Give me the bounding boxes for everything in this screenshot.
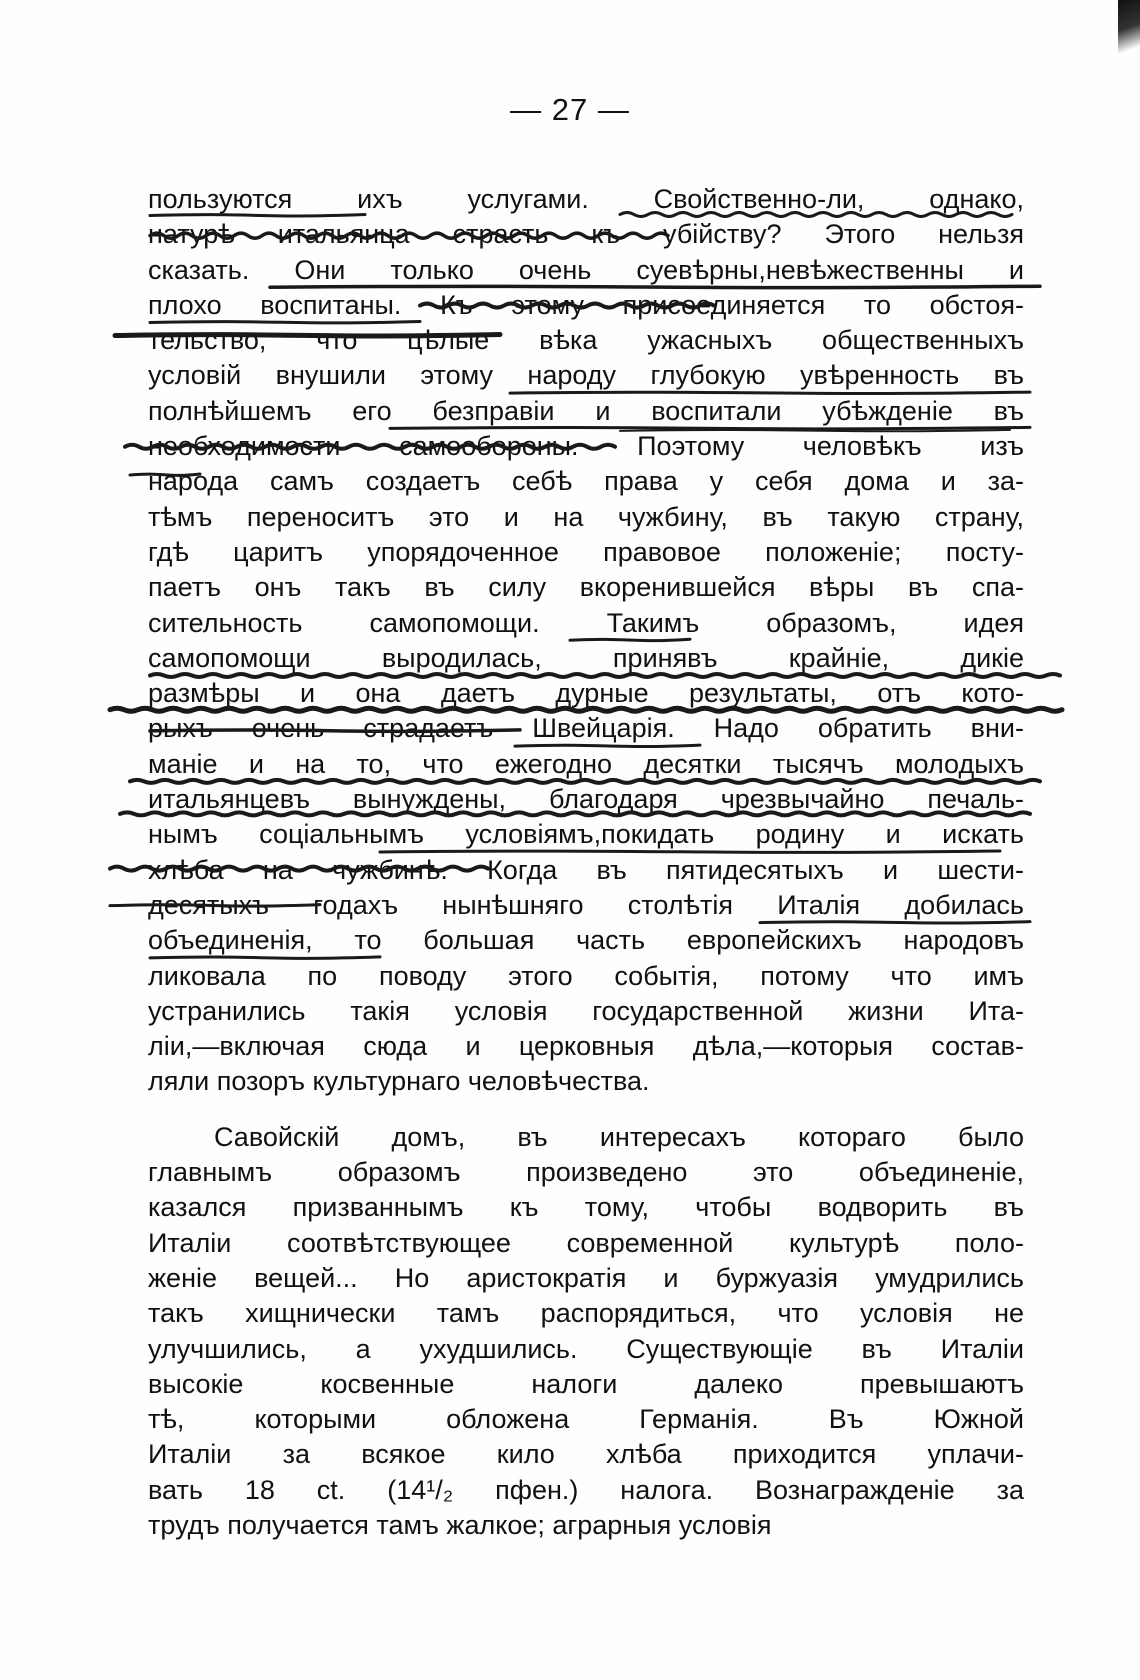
text-line: десятыхъ годахъ нынѣшняго столѣтія Италія добилась <box>148 889 1024 920</box>
text-line: тельство, что цѣлые вѣка ужасныхъ общественныхъ <box>148 325 1024 356</box>
text-line: ликовала по поводу этого событія, потому что имъ <box>148 960 1024 991</box>
text-line: трудъ получается тамъ жалкое; аграрныя условія <box>148 1509 772 1540</box>
text-line: нымъ соціальнымъ условіямъ,покидать родину и искать <box>148 819 1024 850</box>
text-line: маніе и на то, что ежегодно десятки тысячъ молодыхъ <box>148 748 1024 779</box>
text-line: ліи,—включая сюда и церковныя дѣла,—которыя состав- <box>148 1031 1024 1062</box>
text-line: рыхъ очень страдаетъ Швейцарія. Надо обратить вни- <box>148 713 1024 744</box>
text-line: сказать. Они только очень суевѣрны,невѣжественны и <box>148 254 1024 285</box>
text-line: казался призваннымъ къ тому, чтобы водворить въ <box>148 1192 1024 1223</box>
text-line: пользуются ихъ услугами. Свойственно-ли, однако, <box>148 184 1024 214</box>
text-line: вать 18 ct. (14¹/₂ пфен.) налога. Вознагражденіе за <box>148 1474 1024 1505</box>
paragraph-2 <box>148 1120 1024 1544</box>
page-number: — 27 — <box>510 92 630 127</box>
text-line: необходимости самообороны. Поэтому человѣкъ изъ <box>148 431 1024 462</box>
text-line: народа самъ создаетъ себѣ права у себя дома и за- <box>148 466 1024 497</box>
text-line: Италіи за всякое кило хлѣба приходится уплачи- <box>148 1439 1024 1470</box>
text-line: улучшились, а ухудшились. Существующіе въ Италіи <box>148 1333 1024 1364</box>
text-line: сительность самопомощи. Такимъ образомъ, идея <box>148 607 1024 638</box>
text-line: такъ хищнически тамъ распорядиться, что условія не <box>148 1298 1024 1329</box>
text-line: гдѣ царитъ упорядоченное правовое положеніе; посту- <box>148 536 1024 567</box>
text-line: тѣ, которыми обложена Германія. Въ Южной <box>148 1404 1024 1435</box>
text-line: объединенія, то большая часть европейскихъ народовъ <box>148 925 1024 956</box>
scan-edge-shadow <box>1118 0 1140 70</box>
text-line: условій внушили этому народу глубокую увѣренность въ <box>148 360 1024 391</box>
text-line: натурѣ итальянца страсть къ убійству? Этого нельзя <box>148 219 1024 250</box>
text-line: Италіи соотвѣтствующее современной культурѣ поло- <box>148 1227 1024 1258</box>
paragraph-1 <box>148 182 1024 1100</box>
text-line: Савойскій домъ, въ интересахъ котораго было <box>214 1121 1024 1152</box>
body-text <box>148 182 1024 1543</box>
paragraph-gap <box>148 1100 1024 1120</box>
text-line: паетъ онъ такъ въ силу вкоренившейся вѣры въ спа- <box>148 572 1024 603</box>
text-line: главнымъ образомъ произведено это объединеніе, <box>148 1157 1024 1188</box>
text-line: хлѣба на чужбинѣ. Когда въ пятидесятыхъ и шести- <box>148 854 1024 885</box>
text-line: плохо воспитаны. Къ этому присоединяется то обстоя- <box>148 289 1024 320</box>
text-line: женіе вещей... Но аристократія и буржуазія умудрились <box>148 1262 1024 1293</box>
text-line: итальянцевъ вынуждены, благодаря чрезвычайно печаль- <box>148 784 1024 815</box>
text-line: полнѣйшемъ его безправіи и воспитали убѣжденіе въ <box>148 395 1024 426</box>
text-line: тѣмъ переноситъ это и на чужбину, въ такую страну, <box>148 501 1024 532</box>
text-line: высокіе косвенные налоги далеко превышаютъ <box>148 1368 1024 1399</box>
text-line: самопомощи выродилась, принявъ крайніе, дикіе <box>148 642 1024 673</box>
text-line: ляли позоръ культурнаго человѣчества. <box>148 1066 650 1097</box>
text-line: устранились такія условія государственной жизни Ита- <box>148 995 1024 1026</box>
text-line: размѣры и она даетъ дурные результаты, отъ кото- <box>148 678 1024 709</box>
